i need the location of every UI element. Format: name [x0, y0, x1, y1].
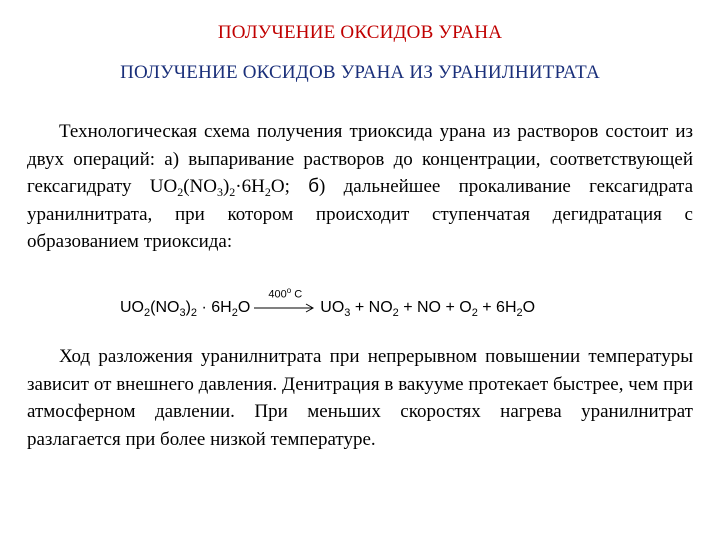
formula-part: O;: [270, 176, 309, 197]
reaction-temperature-label: [252, 286, 318, 301]
equation-part: O: [522, 299, 536, 317]
equation-part: (NO: [150, 299, 180, 317]
temperature-unit: C: [291, 288, 303, 301]
equation-part: UO: [120, 299, 144, 317]
equation-subscript: 3: [344, 307, 351, 320]
slide-title: ПОЛУЧЕНИЕ ОКСИДОВ УРАНА: [217, 22, 503, 43]
slide-subtitle: ПОЛУЧЕНИЕ ОКСИДОВ УРАНА ИЗ УРАНИЛНИТРАТА: [120, 62, 600, 83]
formula-uranyl-nitrate-hexahydrate: [150, 176, 308, 197]
equation-subscript: 2: [516, 307, 523, 320]
formula-subscript: 3: [216, 185, 223, 199]
reaction-arrow: [252, 286, 318, 318]
paragraph-technological-scheme: [27, 118, 693, 256]
paragraph-decomposition-course: [27, 343, 693, 453]
equation-subscript: 2: [190, 307, 198, 320]
equation-subscript: 2: [392, 307, 399, 320]
arrow-right-icon: [252, 302, 318, 314]
equation-part: UO: [320, 299, 345, 317]
equation-subscript: 2: [471, 307, 478, 320]
equation-part: + 6H: [477, 299, 517, 317]
formula-part: ·6H: [235, 176, 265, 197]
equation-part: ): [185, 299, 191, 317]
paragraph2-text: Ход разложения уранилнитрата при непрерывном повышении температуры зависит от внешнего давления. Денитрация в вакууме протекает быстрее, чем при атмосферном давлении. При меньших скоростях нагрева уранилнитрат разлагается при более низкой температуре.: [27, 346, 693, 450]
formula-part: (NO: [183, 176, 217, 197]
degree-mark: o: [286, 286, 292, 295]
equation-part: · 6H: [197, 299, 232, 317]
paragraph1-text-a: Технологическая схема получения триоксида урана из растворов состоит из двух операций: а) выпаривание растворов до концентрации, соответствующей гексагидрату: [27, 121, 693, 197]
list-marker-b: б: [308, 176, 320, 197]
equation-subscript: 3: [179, 307, 186, 320]
equation-subscript: 2: [231, 307, 238, 320]
decomposition-equation: [120, 286, 536, 320]
equation-subscript: 2: [144, 307, 151, 320]
formula-subscript: 2: [177, 185, 184, 199]
formula-subscript: 2: [264, 185, 271, 199]
paragraph1-text-b: ) дальнейшее прокаливание гексагидрата уранилнитрата, при котором происходит ступенчатая дегидратация с образованием триоксида:: [27, 176, 693, 252]
formula-subscript: 2: [229, 185, 236, 199]
equation-part: + NO: [350, 299, 393, 317]
formula-part: UO: [149, 176, 178, 197]
formula-part: ): [222, 176, 230, 197]
equation-part: O: [237, 299, 251, 317]
temperature-value: 400: [268, 288, 287, 301]
equation-part: + NO + O: [398, 299, 472, 317]
